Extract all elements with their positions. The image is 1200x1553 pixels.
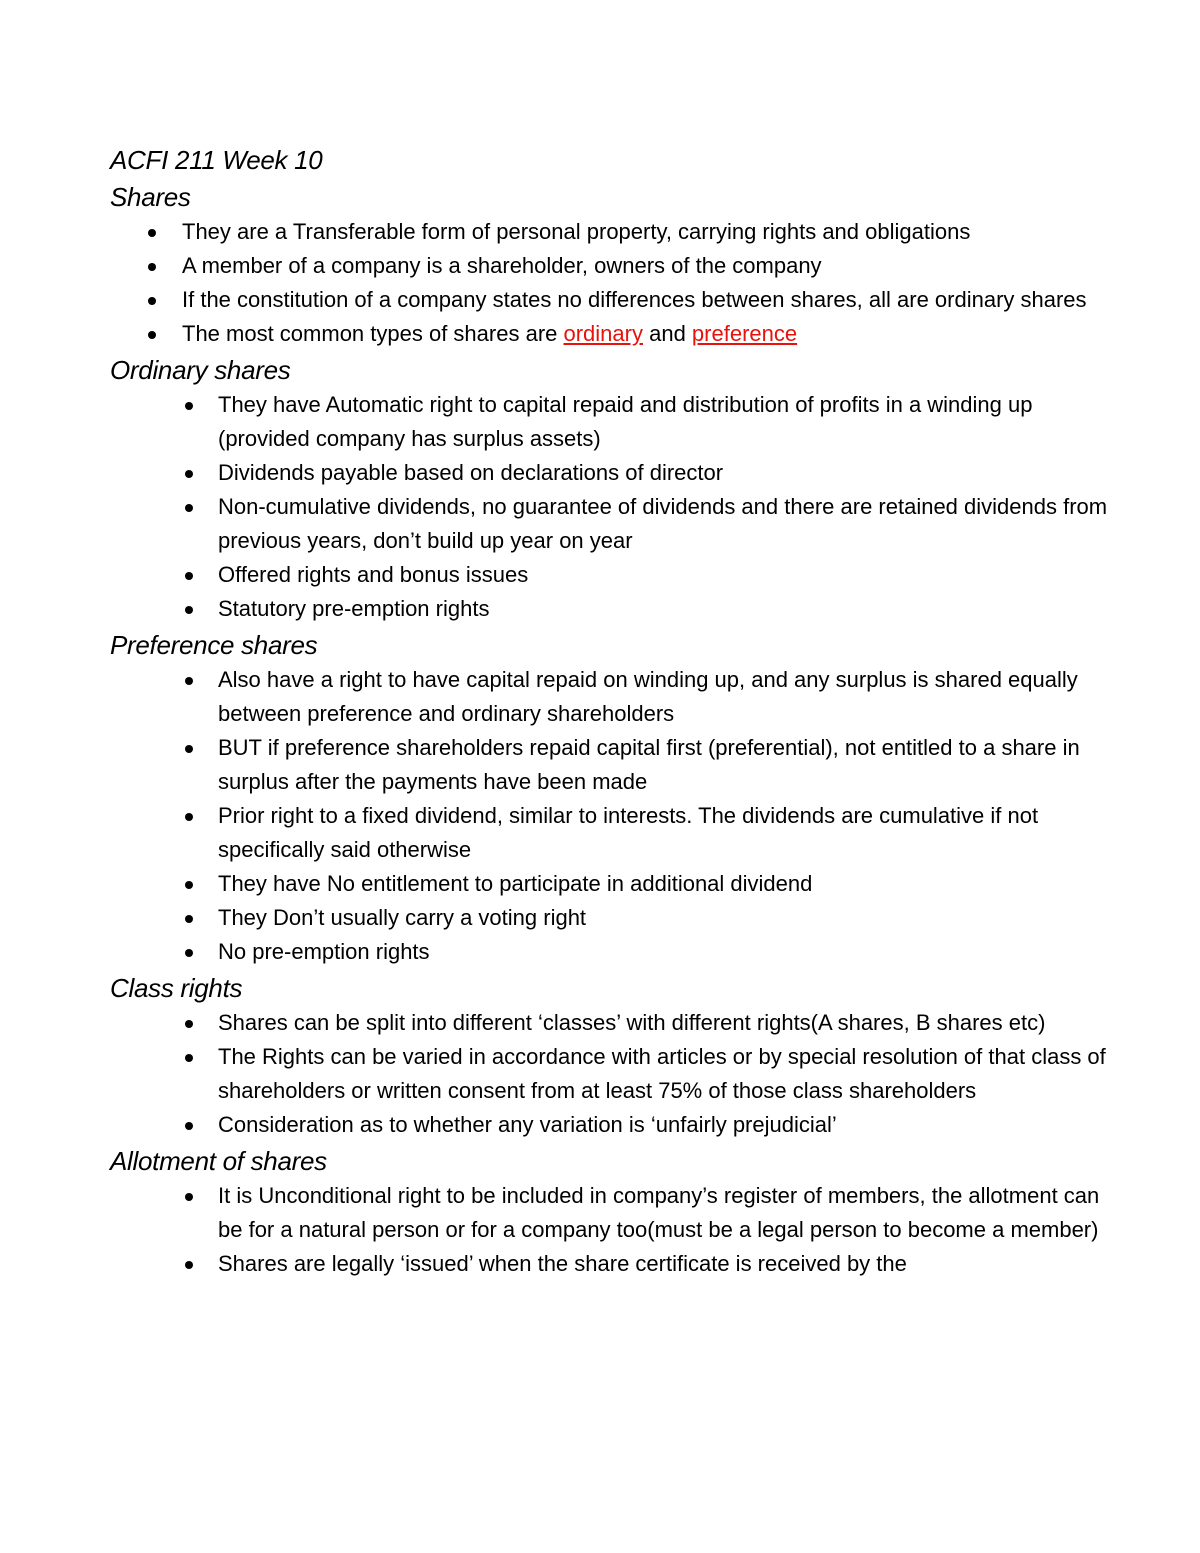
list-item: They have Automatic right to capital repaid and distribution of profits in a winding up (provided company has surplus assets) [110,388,1110,456]
bullet-icon [185,915,193,923]
bullet-icon [185,813,193,821]
bullet-icon [148,229,156,237]
list-item: The most common types of shares are ordinary and preference [110,317,1110,351]
allotment-list [110,1179,1110,1281]
bullet-icon [185,1122,193,1130]
list-item: Non-cumulative dividends, no guarantee of dividends and there are retained dividends from previous years, don’t build up year on year [110,490,1110,558]
document-content [110,142,1110,1281]
bullet-icon [148,331,156,339]
section-heading-preference-shares: Preference shares [110,630,318,660]
bullet-icon [185,402,193,410]
list-item: A member of a company is a shareholder, owners of the company [110,249,1110,283]
list-item: Shares can be split into different ‘classes’ with different rights(A shares, B shares etc) [110,1006,1110,1040]
bullet-icon [185,1261,193,1269]
document-title: ACFI 211 Week 10 [110,145,323,175]
list-item: Shares are legally ‘issued’ when the share certificate is received by the [110,1247,1110,1281]
preference-link[interactable]: preference [691,321,798,346]
list-item: Also have a right to have capital repaid on winding up, and any surplus is shared equally between preference and ordinary shareholders [110,663,1110,731]
list-item: No pre-emption rights [110,935,1110,969]
list-item: Offered rights and bonus issues [110,558,1110,592]
list-item: If the constitution of a company states no differences between shares, all are ordinary shares [110,283,1110,317]
bullet-icon [185,1193,193,1201]
list-item: They Don’t usually carry a voting right [110,901,1110,935]
list-item: BUT if preference shareholders repaid capital first (preferential), not entitled to a share in surplus after the payments have been made [110,731,1110,799]
ordinary-link[interactable]: ordinary [563,321,643,346]
section-heading-allotment-of-shares: Allotment of shares [110,1146,327,1176]
bullet-icon [148,297,156,305]
section-heading-class-rights: Class rights [110,973,243,1003]
bullet-icon [185,745,193,753]
list-item: They have No entitlement to participate in additional dividend [110,867,1110,901]
class-rights-list [110,1006,1110,1142]
section-heading-shares: Shares [110,182,191,212]
shares-list [110,215,1110,351]
list-item: Dividends payable based on declarations of director [110,456,1110,490]
bullet-icon [148,263,156,271]
bullet-icon [185,1054,193,1062]
preference-shares-list [110,663,1110,969]
list-item: Statutory pre-emption rights [110,592,1110,626]
bullet-icon [185,470,193,478]
list-item: The Rights can be varied in accordance with articles or by special resolution of that class of shareholders or written consent from at least 75% of those class shareholders [110,1040,1110,1108]
list-item: They are a Transferable form of personal property, carrying rights and obligations [110,215,1110,249]
bullet-icon [185,881,193,889]
bullet-icon [185,572,193,580]
list-item: Consideration as to whether any variation is ‘unfairly prejudicial’ [110,1108,1110,1142]
bullet-icon [185,1020,193,1028]
bullet-icon [185,677,193,685]
section-heading-ordinary-shares: Ordinary shares [110,355,291,385]
bullet-icon [185,606,193,614]
bullet-icon [185,949,193,957]
list-item: It is Unconditional right to be included in company’s register of members, the allotment can be for a natural person or for a company too(must be a legal person to become a member) [110,1179,1110,1247]
bullet-icon [185,504,193,512]
ordinary-shares-list [110,388,1110,626]
list-item: Prior right to a fixed dividend, similar to interests. The dividends are cumulative if not specifically said otherwise [110,799,1110,867]
